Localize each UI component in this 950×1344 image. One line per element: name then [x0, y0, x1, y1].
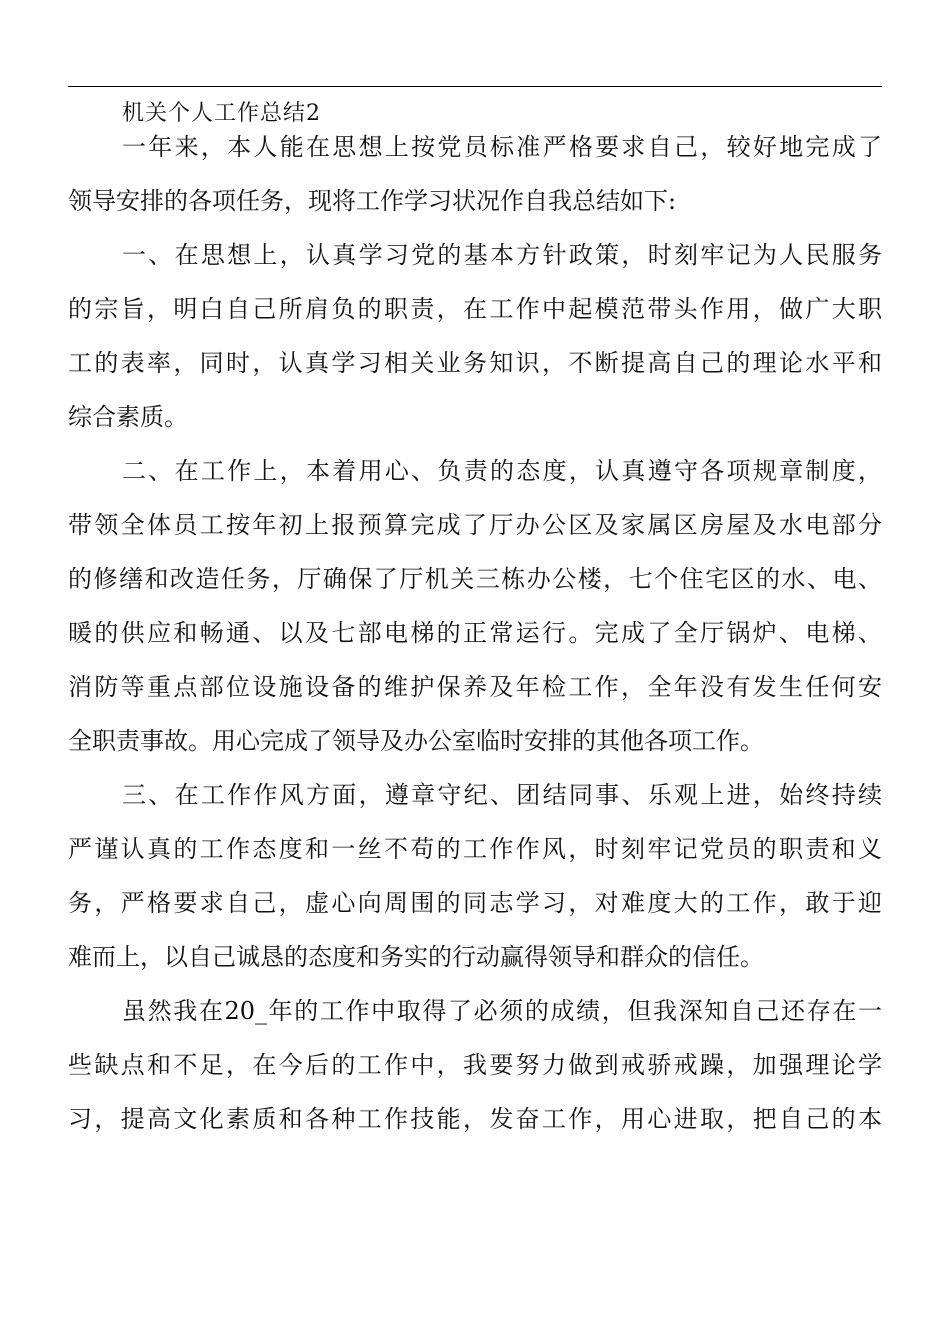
text-line: 消防等重点部位设施设备的维护保养及年检工作，全年没有发生任何安 [68, 673, 882, 701]
paragraph-style [68, 768, 882, 984]
text-line: 综合素质。 [68, 403, 188, 431]
text-line: 些缺点和不足，在今后的工作中，我要努力做到戒骄戒躁，加强理论学 [68, 1051, 882, 1079]
text-line: 二、在工作上，本着用心、负责的态度，认真遵守各项规章制度， [122, 457, 882, 485]
text-line: 难而上，以自己诚恳的态度和务实的行动赢得领导和群众的信任。 [68, 943, 764, 971]
text-line: 带领全体员工按年初上报预算完成了厅办公区及家属区房屋及水电部分 [68, 511, 882, 539]
document-body [68, 120, 882, 1146]
document-title: 机关个人工作总结2 [122, 101, 321, 126]
text-line: 务，严格要求自己，虚心向周围的同志学习，对难度大的工作，敢于迎 [68, 889, 882, 917]
text-line: 全职责事故。用心完成了领导及办公室临时安排的其他各项工作。 [68, 727, 764, 755]
paragraph-work [68, 444, 882, 768]
text-line: 严谨认真的工作态度和一丝不苟的工作作风，时刻牢记党员的职责和义 [68, 835, 882, 863]
paragraph-intro [68, 120, 882, 228]
header-rule [68, 86, 882, 87]
text-line: 习，提高文化素质和各种工作技能，发奋工作，用心进取，把自己的本 [68, 1105, 882, 1133]
text-line: 一年来，本人能在思想上按党员标准严格要求自己，较好地完成了 [122, 133, 882, 161]
paragraph-outlook [68, 984, 882, 1146]
text-line: 三、在工作作风方面，遵章守纪、团结同事、乐观上进，始终持续 [122, 781, 882, 809]
paragraph-ideology [68, 228, 882, 444]
text-line: 的修缮和改造任务，厅确保了厅机关三栋办公楼，七个住宅区的水、电、 [68, 565, 882, 593]
text-line: 暖的供应和畅通、以及七部电梯的正常运行。完成了全厅锅炉、电梯、 [68, 619, 882, 647]
text-line: 的宗旨，明白自己所肩负的职责，在工作中起模范带头作用，做广大职 [68, 295, 882, 323]
text-line: 虽然我在20_年的工作中取得了必须的成绩，但我深知自己还存在一 [122, 997, 882, 1025]
text-line: 一、在思想上，认真学习党的基本方针政策，时刻牢记为人民服务 [122, 241, 882, 269]
text-line: 领导安排的各项任务，现将工作学习状况作自我总结如下: [68, 187, 677, 215]
text-line: 工的表率，同时，认真学习相关业务知识，不断提高自己的理论水平和 [68, 349, 882, 377]
